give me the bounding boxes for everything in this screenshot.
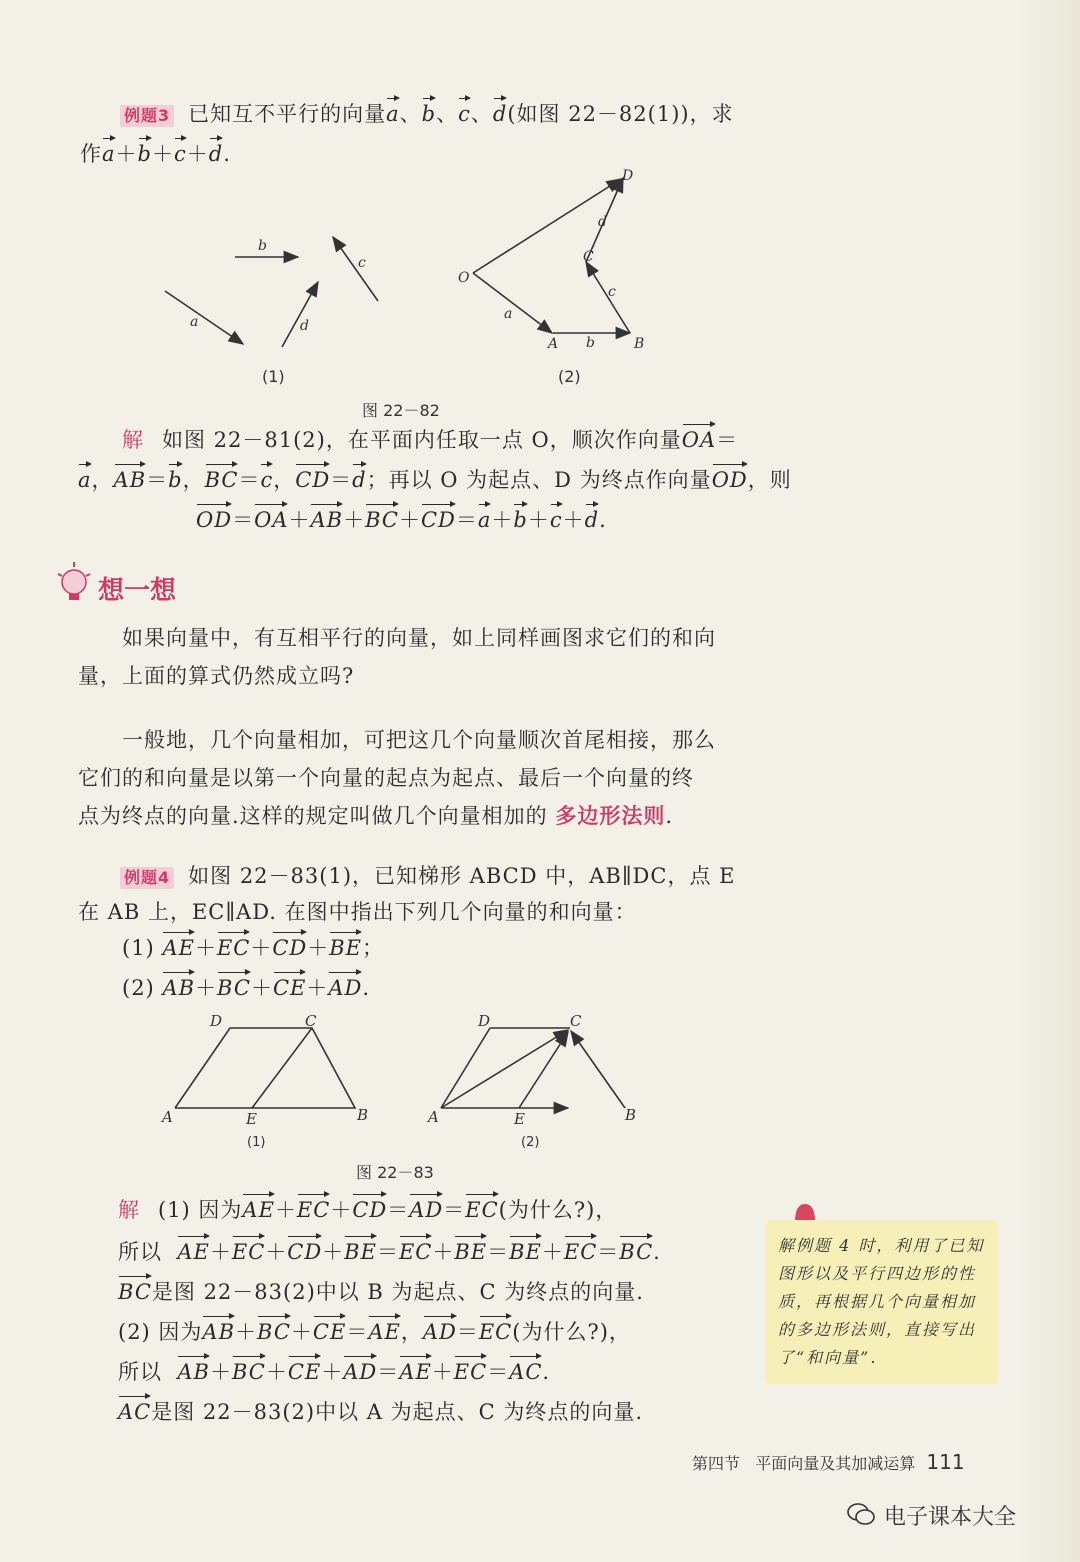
point-A: A	[548, 336, 559, 352]
label-b2: b	[586, 335, 595, 351]
side-note	[766, 1220, 998, 1384]
side-note-text: 解例题 4 时，利用了已知图形以及平行四边形的性质，再根据几个向量相加的多边形法则，直接写出了“和向量”.	[778, 1236, 985, 1367]
rule-line3: 点为终点的向量.这样的规定叫做几个向量相加的 多边形法则.	[78, 804, 674, 828]
solution3-line1: 解 如图 22－81(2)，在平面内任取一点 O，顺次作向量OA＝	[122, 420, 738, 460]
point-O: O	[458, 270, 470, 286]
example3-tag: 例题3	[120, 105, 174, 127]
vector-a	[165, 291, 243, 344]
page-edge	[1020, 0, 1080, 1562]
point-C: C	[583, 249, 594, 265]
point-D: D	[622, 168, 634, 184]
example4-line2: 在 AB 上，EC∥AD. 在图中指出下列几个向量的和向量：	[78, 900, 637, 924]
figure-22-83-caption: 图 22－83	[356, 1163, 434, 1182]
vector-c	[333, 237, 378, 301]
solution4-line2: 所以 AE＋EC＋CD＋BE＝EC＋BE＝BE＋EC＝BC.	[118, 1232, 661, 1272]
point-A2: A	[428, 1108, 439, 1126]
label-a2: a	[504, 306, 513, 322]
point-C1: C	[305, 1012, 317, 1030]
solution3-line2: a，AB＝b，BC＝c，CD＝d；再以 O 为起点、D 为终点作向量OD，则	[78, 460, 792, 500]
point-B2: B	[625, 1106, 637, 1124]
subfig-2-label: (2)	[558, 367, 581, 386]
label-b: b	[258, 238, 267, 254]
rule-line1: 一般地，几个向量相加，可把这几个向量顺次首尾相接，那么	[122, 728, 716, 752]
subfig83-2-label: (2)	[521, 1135, 540, 1150]
example4-item1: (1) AE＋EC＋CD＋BE；	[122, 928, 384, 968]
point-D1: D	[210, 1012, 223, 1030]
solution4-line5: 所以 AB＋BC＋CE＋AD＝AE＋EC＝AC.	[118, 1352, 550, 1392]
example3-line2: 作a＋b＋c＋d.	[80, 134, 231, 174]
think-line2: 量，上面的算式仍然成立吗?	[78, 664, 355, 688]
vector-d	[282, 282, 318, 347]
subfig-1-label: (1)	[262, 367, 285, 386]
example4-line1: 例题4 如图 22－83(1)，已知梯形 ABCD 中，AB∥DC，点 E	[120, 856, 735, 896]
point-E1: E	[246, 1110, 257, 1128]
page-number: 111	[926, 1450, 965, 1474]
solution4-line6: AC是图 22－83(2)中以 A 为起点、C 为终点的向量.	[118, 1392, 643, 1432]
section-label: 第四节	[692, 1454, 741, 1473]
example3-line1: 例题3 已知互不平行的向量a、b、c、d(如图 22－82(1))，求	[120, 94, 734, 134]
think-line1: 如果向量中，有互相平行的向量，如上同样画图求它们的和向	[122, 626, 716, 650]
label-d: d	[300, 318, 309, 334]
label-c2: c	[608, 284, 616, 300]
label-a: a	[190, 314, 199, 330]
solution4-line3: BC是图 22－83(2)中以 B 为起点、C 为终点的向量.	[118, 1272, 644, 1312]
subfig83-1-label: (1)	[247, 1135, 266, 1150]
point-B: B	[634, 336, 645, 352]
watermark-text: 电子课本大全	[884, 1505, 1017, 1530]
label-c: c	[358, 255, 366, 271]
example4-tag: 例题4	[120, 867, 174, 889]
rule-line2: 它们的和向量是以第一个向量的起点为起点、最后一个向量的终	[78, 766, 694, 790]
point-B1: B	[357, 1106, 369, 1124]
point-E2: E	[514, 1110, 525, 1128]
section-title: 平面向量及其加减运算	[755, 1454, 916, 1473]
figure-22-83	[150, 1008, 650, 1158]
figure-22-82-caption: 图 22－82	[362, 401, 440, 420]
solution3-equation: OD＝OA＋AB＋BC＋CD＝a＋b＋c＋d.	[196, 500, 607, 540]
label-d2: d	[598, 214, 607, 230]
think-lightbulb-icon	[56, 560, 96, 606]
solution4-line4: (2) 因为AB＋BC＋CE＝AE，AD＝EC(为什么?)，	[118, 1312, 631, 1352]
trapezoid-1	[175, 1028, 355, 1108]
wechat-icon	[846, 1500, 876, 1528]
figure-22-82	[140, 160, 680, 390]
example4-item2: (2) AB＋BC＋CE＋AD.	[122, 968, 370, 1008]
page-footer	[692, 1450, 965, 1474]
think-heading: 想一想	[98, 576, 177, 606]
solution4-line1: 解 (1) 因为AE＋EC＋CD＝AD＝EC(为什么?)，	[118, 1190, 617, 1230]
point-C2: C	[570, 1012, 582, 1030]
point-D2: D	[478, 1012, 491, 1030]
point-A1: A	[162, 1108, 173, 1126]
vector-OA	[473, 273, 552, 333]
polygon-rule-term: 多边形法则	[555, 804, 666, 828]
